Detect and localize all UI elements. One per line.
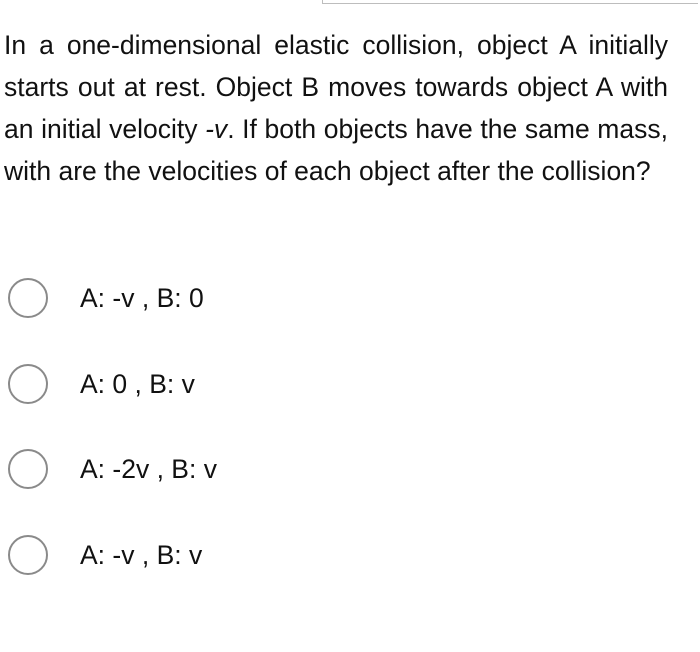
question-text [4, 24, 668, 192]
radio-button-icon[interactable] [8, 278, 48, 318]
previous-element-frame [322, 0, 698, 4]
radio-button-icon[interactable] [8, 535, 48, 575]
answer-option[interactable] [0, 274, 700, 360]
answer-option[interactable] [0, 445, 700, 531]
question-text-part-2: . If both objects have the same mass, with are the velocities of each object after the collision? [4, 114, 668, 186]
answer-option[interactable] [0, 531, 700, 617]
answer-option-label: A: -v , B: 0 [80, 283, 204, 313]
answer-option-label: A: 0 , B: v [80, 368, 195, 399]
answer-options [0, 274, 700, 616]
answer-option-label: A: -2v , B: v [80, 454, 217, 484]
radio-button-icon[interactable] [8, 449, 48, 489]
question-velocity-symbol: -v [205, 114, 228, 144]
question-text-part-1: In a one-dimensional elastic collision, object A initially starts out at rest. Object B moves towards object A with an initial velocity [4, 30, 668, 144]
answer-option-label: A: -v , B: v [80, 539, 203, 570]
radio-button-icon[interactable] [8, 364, 48, 404]
answer-option[interactable] [0, 360, 700, 446]
